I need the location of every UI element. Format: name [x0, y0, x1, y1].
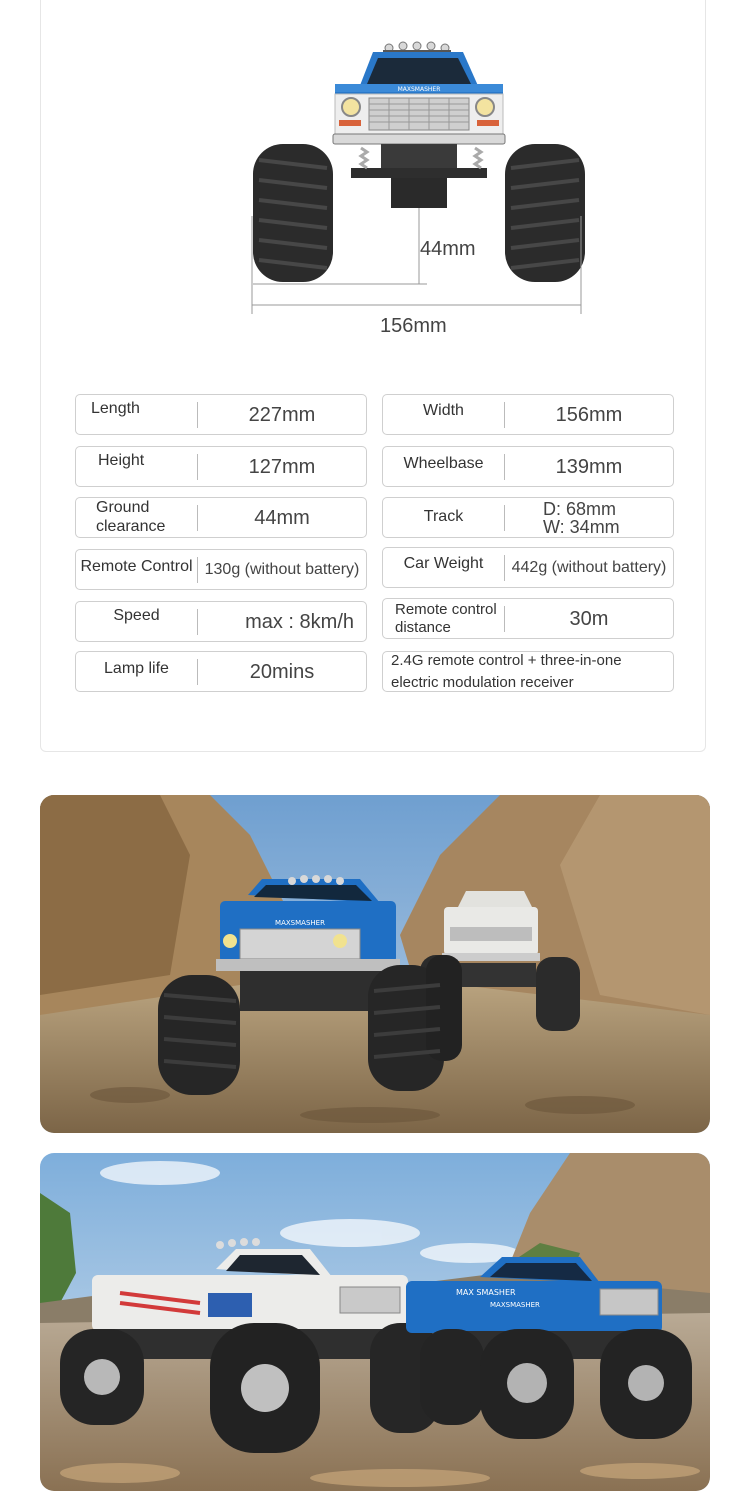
spec-car-weight	[382, 547, 674, 588]
spec-speed	[75, 601, 367, 642]
truck-grille-text: MAXSMASHER	[397, 86, 441, 93]
spec-key: Length	[91, 400, 140, 418]
blue-truck-side-text: MAX SMASHER	[456, 1288, 516, 1297]
ground-clearance-dimension-label: 44mm	[420, 238, 476, 260]
track-width-value: W: 34mm	[543, 516, 620, 537]
canyon-photo-two-trucks	[40, 795, 710, 1133]
spec-value: 127mm	[248, 455, 316, 478]
truck-front-view-image	[201, 38, 621, 318]
spec-value: 227mm	[248, 403, 316, 426]
spec-value: 442g (without battery)	[511, 558, 667, 576]
width-dimension-label: 156mm	[380, 315, 447, 337]
spec-key: Width	[423, 402, 464, 420]
spec-width	[382, 394, 674, 435]
spec-remote-control-distance	[382, 598, 674, 639]
track-diameter-value: D: 68mm	[543, 498, 617, 519]
spec-wheelbase	[382, 446, 674, 487]
spec-key: Remote Control	[80, 558, 193, 576]
spec-track	[382, 497, 674, 538]
spec-value: 156mm	[555, 403, 623, 426]
spec-key: Car Weight	[403, 555, 484, 573]
spec-value: 30m	[569, 607, 609, 630]
spec-height	[75, 446, 367, 487]
spec-key: Remote control distance	[395, 601, 497, 636]
spec-value	[505, 498, 673, 537]
spec-receiver	[382, 651, 674, 692]
spec-length	[75, 394, 367, 435]
spec-card	[40, 0, 706, 752]
spec-key: Lamp life	[104, 660, 169, 678]
spec-key: Ground clearance	[96, 499, 166, 535]
spec-ground-clearance	[75, 497, 367, 538]
spec-key: Speed	[113, 607, 160, 625]
spec-value: 44mm	[254, 506, 310, 529]
spec-key: Track	[423, 508, 464, 526]
spec-key: Height	[98, 452, 145, 470]
spec-lamp-life	[75, 651, 367, 692]
spec-key: Wheelbase	[403, 455, 484, 473]
spec-value: 20mins	[249, 660, 315, 683]
spec-value: 130g (without battery)	[204, 560, 360, 578]
blue-truck-side-text-2: MAXSMASHER	[490, 1301, 540, 1309]
spec-remote-control	[75, 549, 367, 590]
blue-truck-grille-text: MAXSMASHER	[275, 919, 325, 927]
spec-value: max : 8km/h	[245, 610, 354, 633]
spec-value: 139mm	[555, 455, 623, 478]
spec-value: 2.4G remote control + three-in-one electric modulation receiver	[391, 651, 622, 691]
trail-photo-white-and-blue-trucks	[40, 1153, 710, 1491]
